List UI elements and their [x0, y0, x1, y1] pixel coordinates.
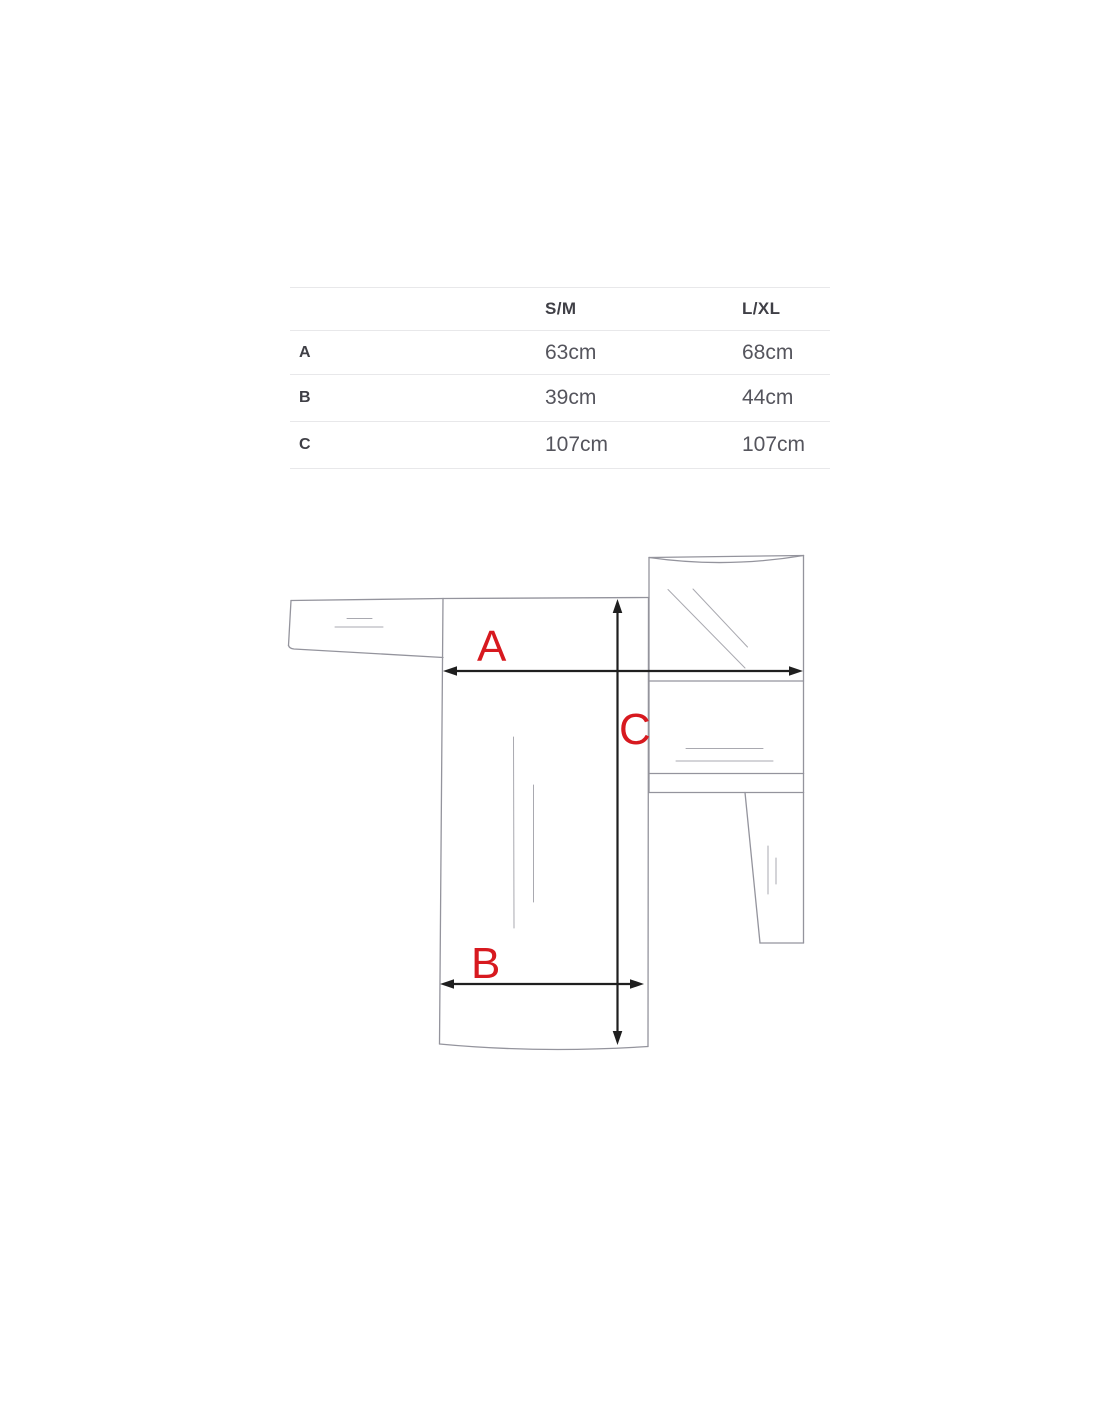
dimension-label-b: B [471, 939, 501, 988]
dimension-arrow-c [613, 599, 623, 1045]
dimension-label-c: C [619, 705, 651, 754]
row-label-c: C [299, 436, 311, 453]
row-label-b: B [299, 389, 311, 406]
back-sleeve [745, 793, 804, 944]
front-sleeve [289, 599, 444, 658]
back-waistband-strip [649, 774, 804, 793]
value-b-lxl: 44cm [742, 386, 794, 409]
column-header-lxl: L/XL [742, 299, 781, 318]
row-label-a: A [299, 343, 311, 361]
column-header-sm: S/M [545, 299, 577, 318]
value-b-sm: 39cm [545, 386, 597, 409]
back-panel [649, 556, 804, 774]
value-c-sm: 107cm [545, 433, 609, 456]
value-c-lxl: 107cm [742, 433, 806, 456]
value-a-lxl: 68cm [742, 340, 794, 364]
dimension-label-a: A [477, 622, 507, 671]
value-a-sm: 63cm [545, 340, 597, 364]
